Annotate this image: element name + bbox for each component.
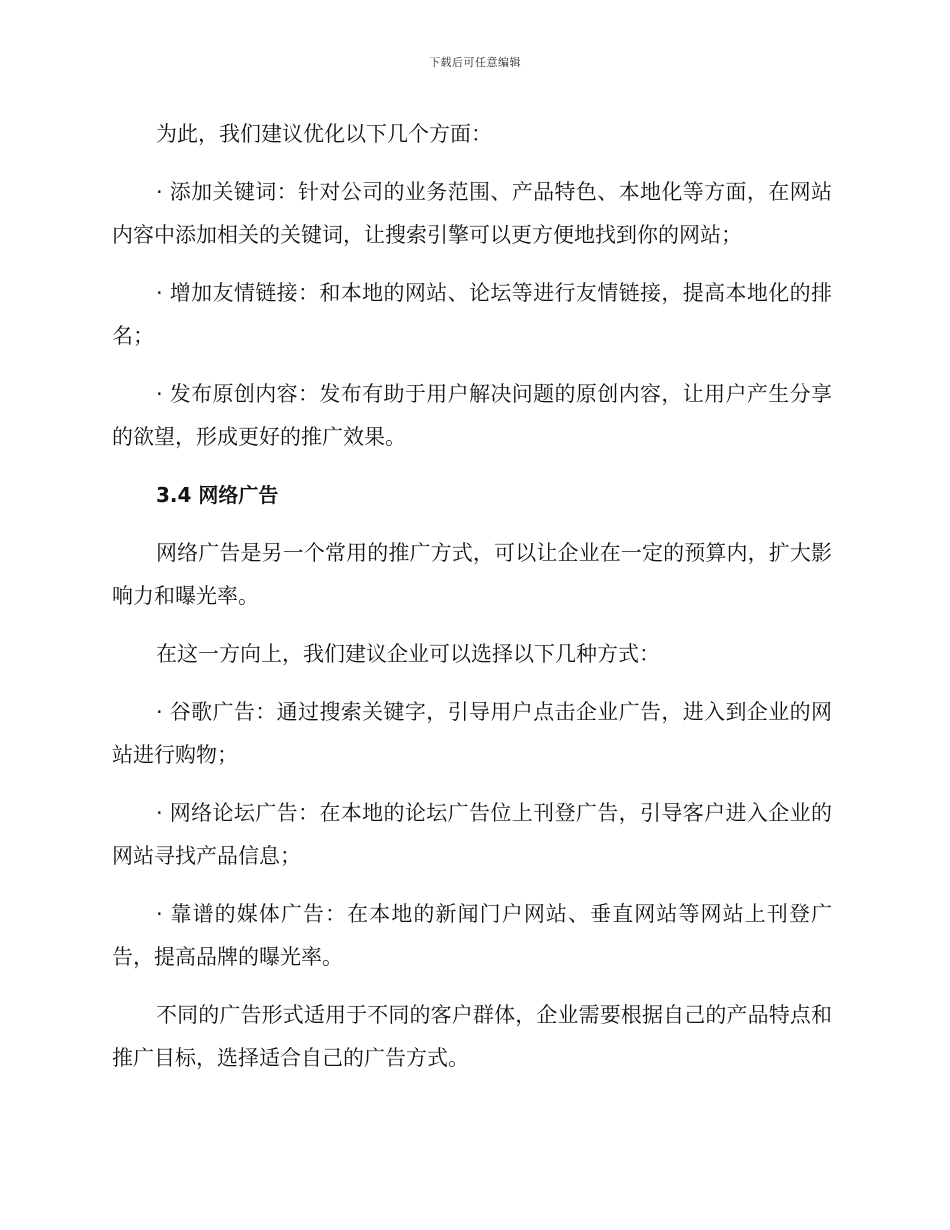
bullet-forum-ads: · 网络论坛广告：在本地的论坛广告位上刊登广告，引导客户进入企业的网站寻找产品信息； bbox=[112, 801, 832, 868]
paragraph-ads-intro: 网络广告是另一个常用的推广方式，可以让企业在一定的预算内，扩大影响力和曝光率。 bbox=[112, 541, 832, 608]
bullet-google-ads: · 谷歌广告：通过搜索关键字，引导用户点击企业广告，进入到企业的网站进行购物； bbox=[112, 700, 832, 767]
bullet-add-links: · 增加友情链接：和本地的网站、论坛等进行友情链接，提高本地化的排名； bbox=[112, 281, 832, 348]
bullet-add-keywords: · 添加关键词：针对公司的业务范围、产品特色、本地化等方面，在网站内容中添加相关的关键词，让搜索引擎可以更方便地找到你的网站； bbox=[112, 180, 832, 247]
section-heading: 3.4 网络广告 bbox=[156, 483, 279, 507]
document-body bbox=[112, 113, 832, 1095]
paragraph-ads-direction: 在这一方向上，我们建议企业可以选择以下几种方式： bbox=[156, 642, 660, 666]
bullet-media-ads: · 靠谱的媒体广告：在本地的新闻门户网站、垂直网站等网站上刊登广告，提高品牌的曝光率。 bbox=[112, 902, 832, 969]
bullet-original-content: · 发布原创内容：发布有助于用户解决问题的原创内容，让用户产生分享的欲望，形成更好的推广效果。 bbox=[112, 382, 832, 449]
page-header: 下载后可任意编辑 bbox=[429, 56, 521, 69]
paragraph-conclusion: 不同的广告形式适用于不同的客户群体，企业需要根据自己的产品特点和推广目标，选择适合自己的广告方式。 bbox=[112, 1003, 832, 1070]
paragraph-intro: 为此，我们建议优化以下几个方面： bbox=[156, 122, 492, 146]
